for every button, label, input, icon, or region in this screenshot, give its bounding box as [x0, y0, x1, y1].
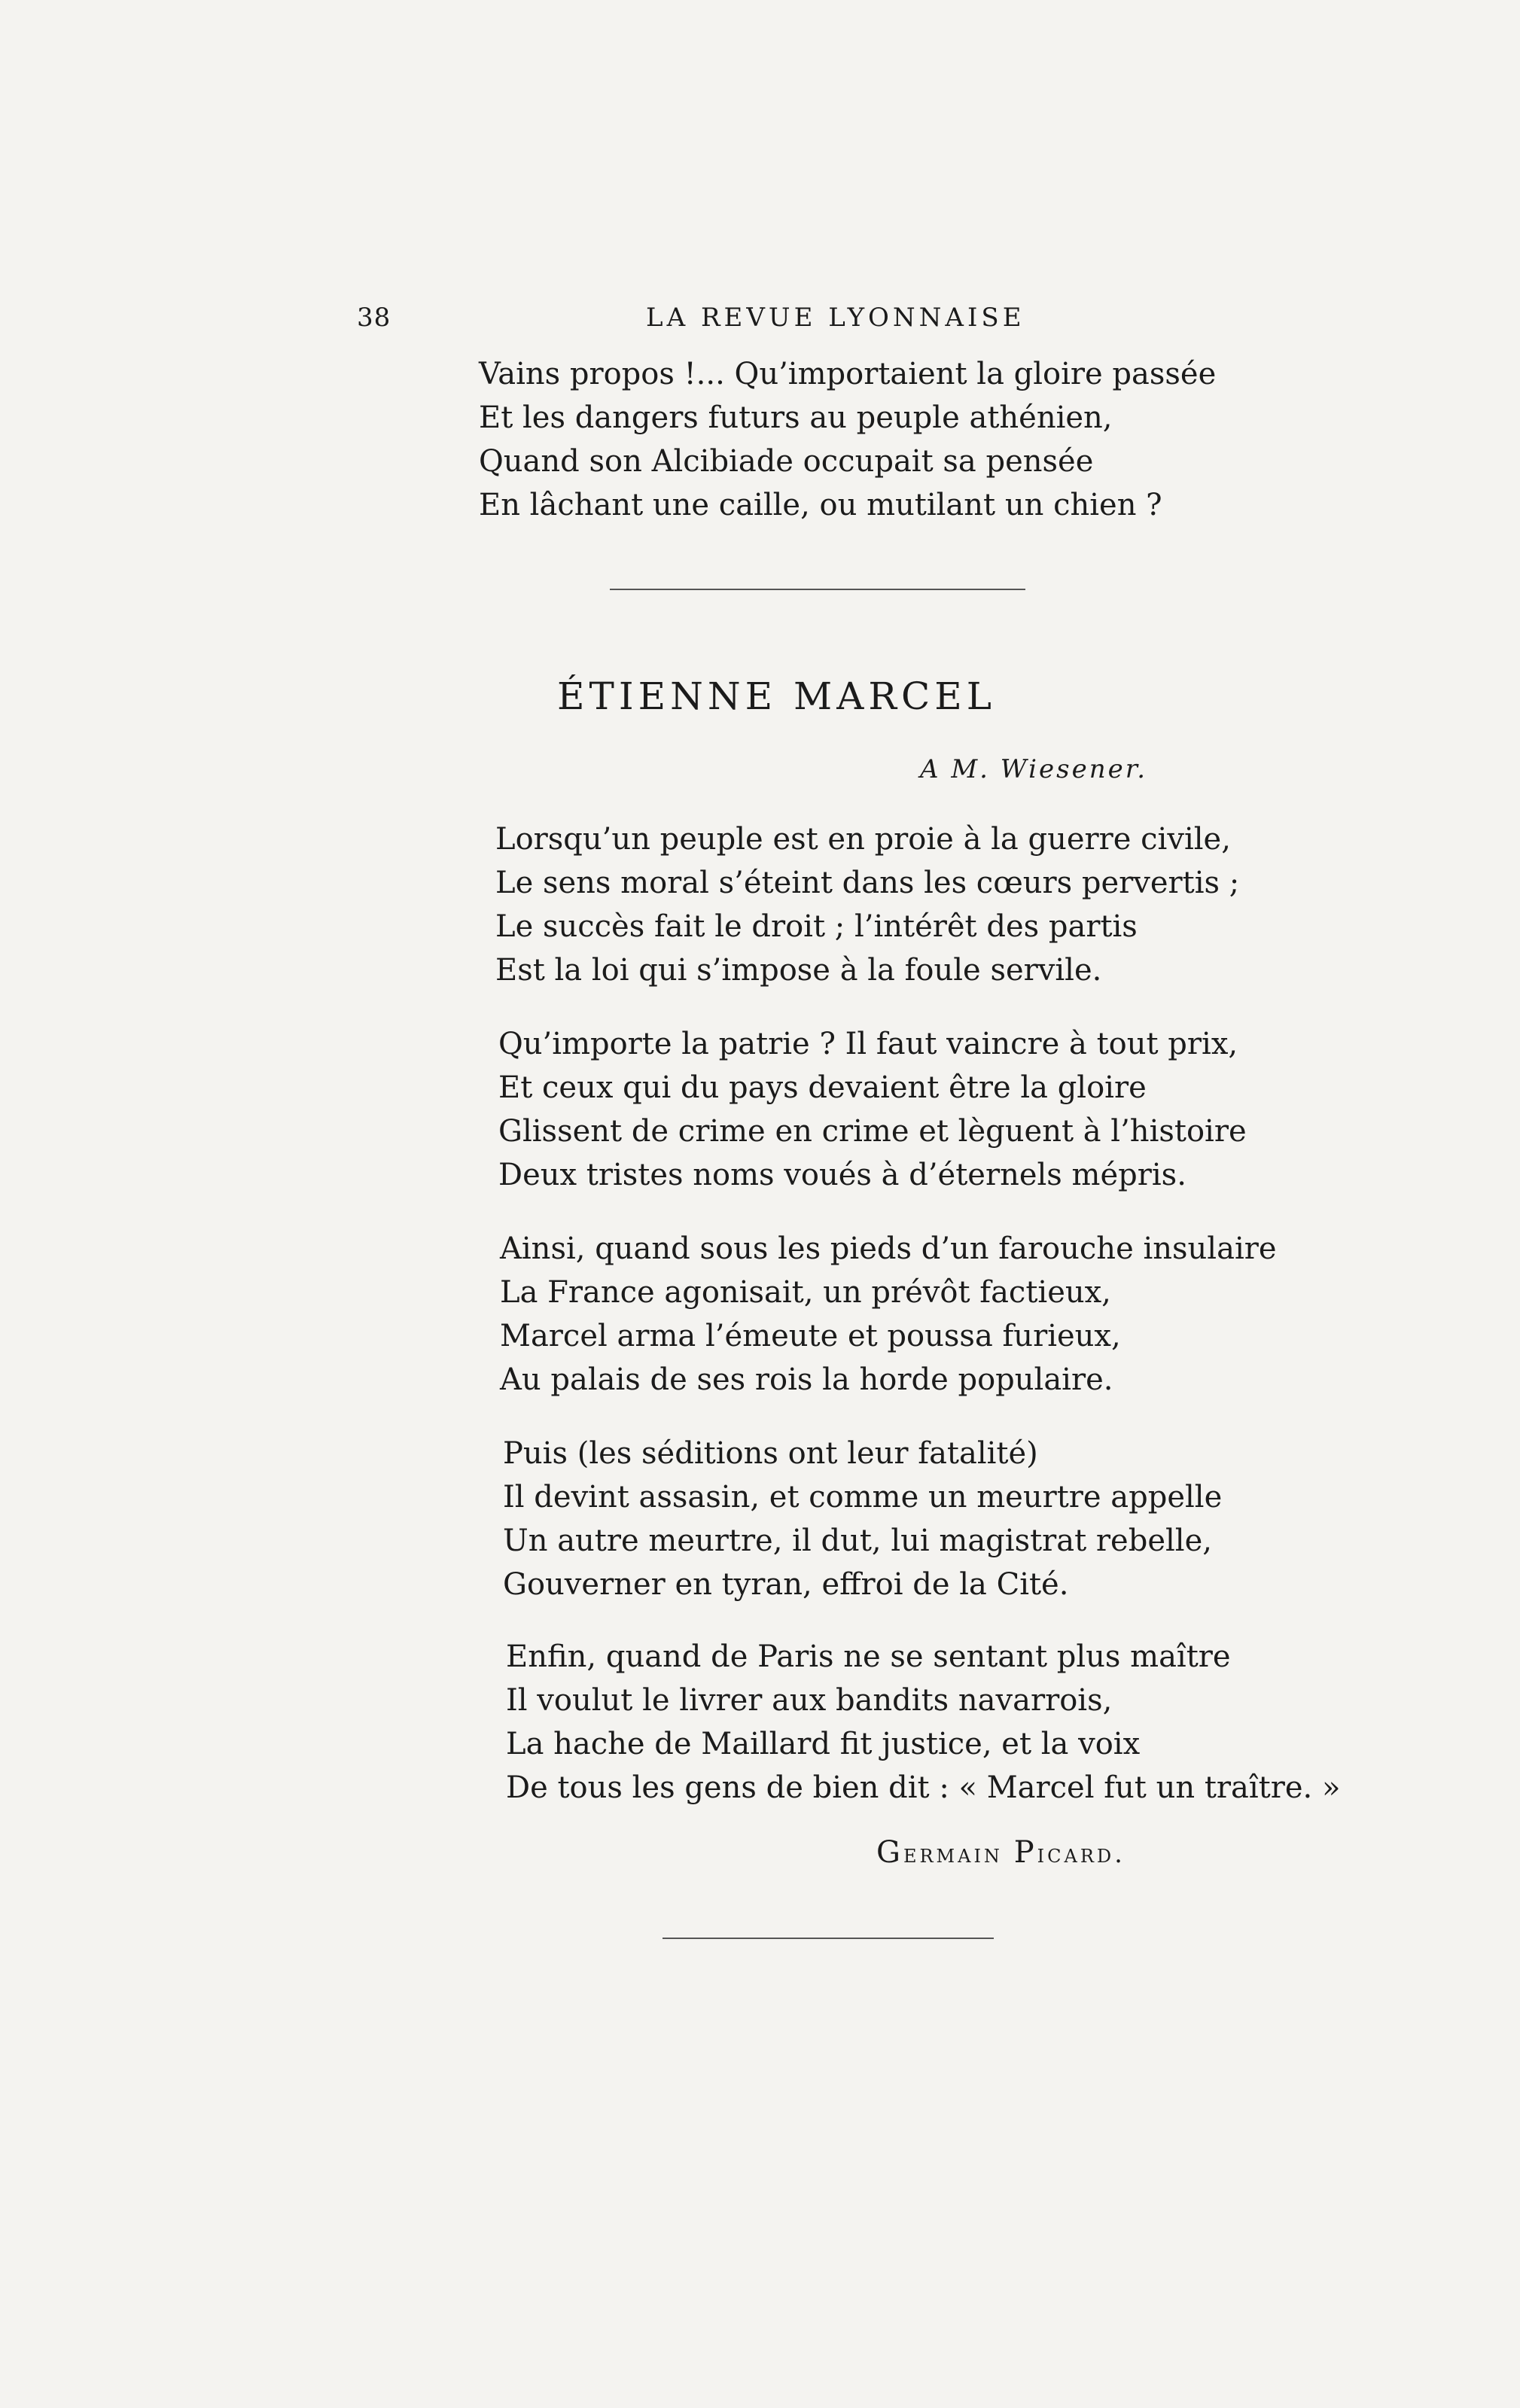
- poem-dedication: A M. Wiesener.: [920, 754, 1148, 784]
- poem-title: ÉTIENNE MARCEL: [557, 674, 996, 718]
- verse-line: Puis (les séditions ont leur fatalité): [503, 1436, 1038, 1471]
- verse-line: Au palais de ses rois la horde populaire.: [500, 1362, 1113, 1397]
- previous-poem-closing-stanza: [479, 352, 1216, 527]
- stanza-2: [498, 1022, 1247, 1197]
- verse-line: En lâchant une caille, ou mutilant un chien ?: [479, 488, 1162, 522]
- verse-line: Le sens moral s’éteint dans les cœurs pervertis ;: [495, 866, 1240, 900]
- stanza-5: [506, 1635, 1340, 1810]
- section-divider-top: [610, 589, 1025, 590]
- author-last-rest: icard.: [1037, 1839, 1126, 1869]
- verse-line: Est la loi qui s’impose à la foule servile.: [495, 953, 1102, 988]
- verse-line: Quand son Alcibiade occupait sa pensée: [479, 444, 1094, 479]
- verse-line: Enfin, quand de Paris ne se sentant plus maître: [506, 1639, 1231, 1674]
- poem-author: [876, 1835, 1126, 1870]
- stanza-4: [503, 1432, 1222, 1606]
- verse-line: Gouverner en tyran, effroi de la Cité.: [503, 1567, 1069, 1602]
- verse-line: Ainsi, quand sous les pieds d’un farouche insulaire: [500, 1231, 1277, 1266]
- stanza-3: [500, 1227, 1277, 1402]
- verse-line: Un autre meurtre, il dut, lui magistrat rebelle,: [503, 1524, 1212, 1558]
- verse-line: Lorsqu’un peuple est en proie à la guerre civile,: [495, 822, 1231, 857]
- section-divider-bottom: [663, 1938, 994, 1939]
- verse-line: Glissent de crime en crime et lèguent à l’histoire: [498, 1114, 1247, 1149]
- page-number: 38: [357, 303, 391, 333]
- running-title: LA REVUE LYONNAISE: [646, 303, 1025, 333]
- verse-line: Il devint assasin, et comme un meurtre appelle: [503, 1480, 1223, 1515]
- verse-line: Vains propos !... Qu’importaient la gloire passée: [479, 357, 1217, 391]
- author-first-rest: ermain: [903, 1839, 1003, 1869]
- verse-line: Et ceux qui du pays devaient être la gloire: [498, 1070, 1147, 1105]
- verse-line: Marcel arma l’émeute et poussa furieux,: [500, 1319, 1121, 1353]
- verse-line: Il voulut le livrer aux bandits navarrois,: [506, 1683, 1113, 1718]
- verse-line: Et les dangers futurs au peuple athénien,: [479, 400, 1113, 435]
- stanza-1: [495, 817, 1239, 992]
- verse-line: La hache de Maillard fit justice, et la voix: [506, 1727, 1141, 1761]
- verse-line: Deux tristes noms voués à d’éternels mépris.: [498, 1158, 1186, 1192]
- verse-line: La France agonisait, un prévôt factieux,: [500, 1275, 1111, 1310]
- verse-line: Le succès fait le droit ; l’intérêt des partis: [495, 909, 1138, 944]
- author-first-initial: G: [876, 1835, 903, 1870]
- verse-line: Qu’importe la patrie ? Il faut vaincre à tout prix,: [498, 1027, 1238, 1061]
- author-last-initial: P: [1013, 1835, 1037, 1870]
- verse-line: De tous les gens de bien dit : « Marcel fut un traître. »: [506, 1770, 1341, 1805]
